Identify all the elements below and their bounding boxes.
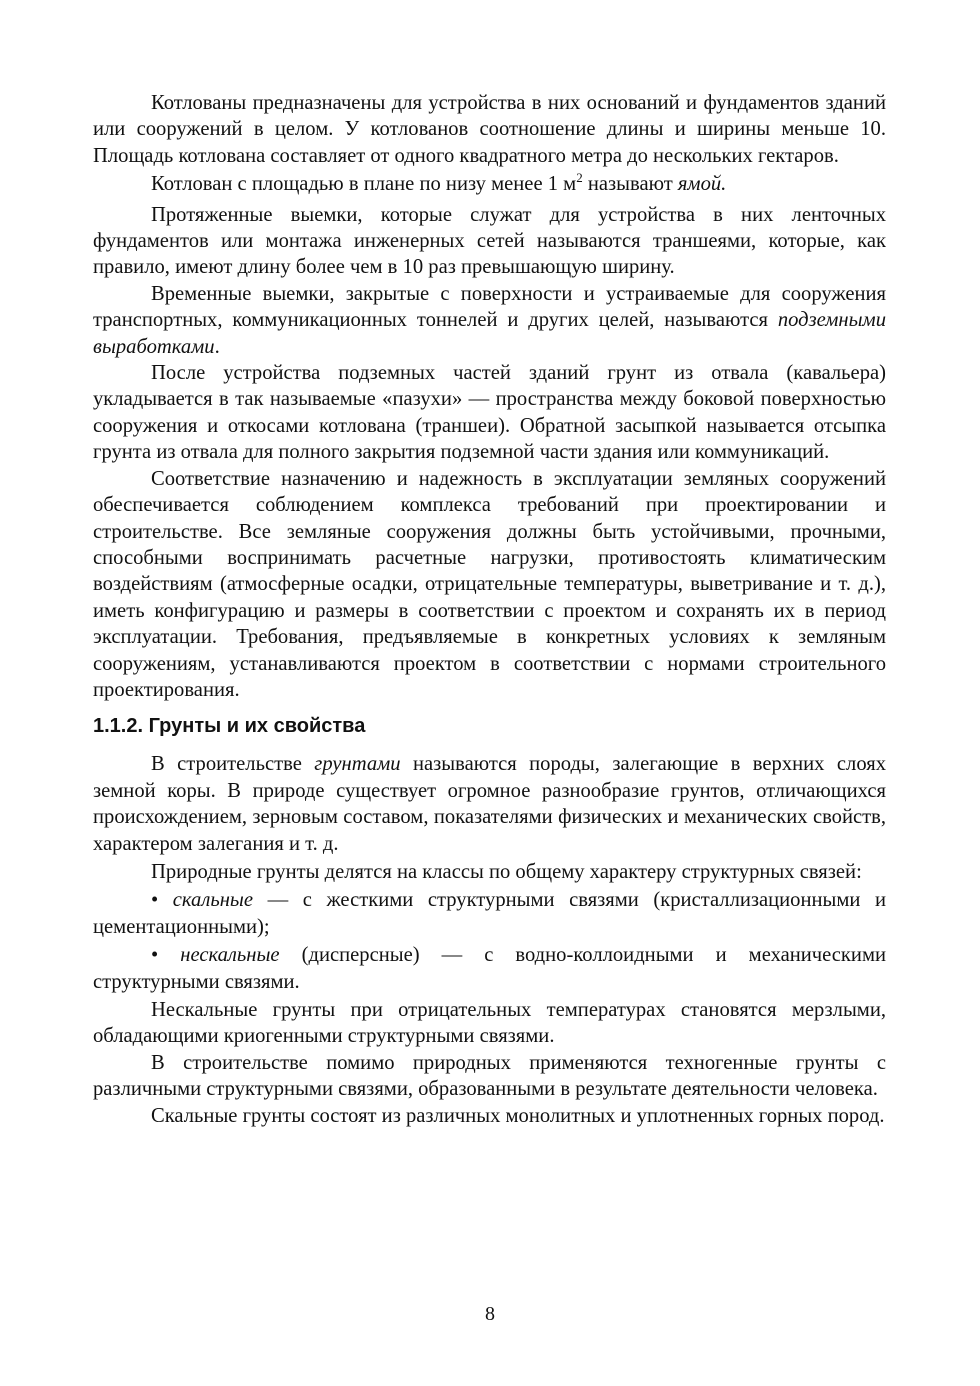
paragraph-technogenic-soils: В строительстве помимо природных применяются техногенные грунты с различными структурными связями, образованными в результате деятельности человека. <box>93 1051 886 1101</box>
paragraph-frozen-soils: Нескальные грунты при отрицательных температурах становятся мерзлыми, обладающими криогенными структурными связями. <box>93 999 886 1048</box>
paragraph-underground-workings <box>93 281 886 360</box>
paragraph-soils-definition <box>93 751 886 857</box>
rock-soils-term: скальные <box>172 889 254 912</box>
non-rock-soils-text: (дисперсные) — с водно-коллоидными и механическими структурными связями. <box>93 944 887 993</box>
underground-workings-term: подземными выработками <box>93 309 886 358</box>
bullet-marker: • <box>151 944 159 967</box>
underground-workings-end: . <box>214 335 220 358</box>
section-heading: 1.1.2. Грунты и их свойства <box>93 715 366 738</box>
paragraph-trenches: Протяженные выемки, которые служат для устройства в них ленточных фундаментов или монтажа инженерных сетей называются траншеями, которые, как правило, имеют длину более чем в 10 раз превышающую ширину. <box>93 203 886 279</box>
non-rock-soils-term: нескальные <box>180 944 280 967</box>
bullet-marker: • <box>151 889 159 912</box>
paragraph-soil-classes: Природные грунты делятся на классы по общему характеру структурных связей: <box>151 860 862 883</box>
paragraph-backfill: После устройства подземных частей зданий грунт из отвала (кавальера) укладывается в так называемые «пазухи» — пространства между боковой поверхностью сооружения и откосами котлована (траншеи). Обратной засыпкой называется отсыпка грунта из отвала для полного закрытия подземной части здания или коммуникаций. <box>93 362 886 464</box>
pit-definition-verb: называют <box>582 173 678 196</box>
pit-definition-text: Котлован с площадью в плане по низу менее 1 м <box>151 173 577 196</box>
paragraph-requirements: Соответствие назначению и надежность в эксплуатации земляных сооружений обеспечивается соблюдением комплекса требований при проектировании и строительстве. Все земляные сооружения должны быть устойчивыми, прочными, способными воспринимать расчетные нагрузки, противостоять климатическим воздействиям (атмосферные осадки, отрицательные температуры, выветривание и т. д.), иметь конфигурацию и размеры в соответствии с проектом и сохранять их в период эксплуатации. Требования, предъявляемые в конкретных условиях к земляным сооружениям, устанавливаются проектом в соответствии с нормами строительного проектирования. <box>93 467 886 701</box>
soils-definition-text: В строительстве <box>151 753 315 776</box>
list-item-rock-soils <box>93 887 886 940</box>
list-item-non-rock-soils <box>93 942 886 995</box>
paragraph-rock-composition: Скальные грунты состоят из различных монолитных и уплотненных горных пород. <box>151 1104 885 1127</box>
page-number: 8 <box>485 1303 495 1325</box>
soils-definition-term: грунтами <box>314 753 401 776</box>
pit-definition-superscript: 2 <box>576 170 583 186</box>
page-body <box>93 90 886 1129</box>
rock-soils-text: — с жесткими структурными связями (кристаллизационными и цементационными); <box>93 889 886 938</box>
pit-definition-term: ямой. <box>677 173 727 196</box>
paragraph-excavation-purpose: Котлованы предназначены для устройства в них оснований и фундаментов зданий или сооружений в целом. У котлованов соотношение длины и ширины меньше 10. Площадь котлована составляет от одного квадратного метра до нескольких гектаров. <box>93 92 886 167</box>
soils-definition-rest: называются породы, залегающие в верхних слоях земной коры. В природе существует огромное разнообразие грунтов, отличающихся происхождением, зерновым составом, показателями физических и механических свойств, характером залегания и т. д. <box>93 753 886 855</box>
underground-workings-text: Временные выемки, закрытые с поверхности и устраиваемые для сооружения транспортных, коммуникационных тоннелей и других целей, называются <box>93 282 886 332</box>
paragraph-pit-definition <box>93 171 886 197</box>
